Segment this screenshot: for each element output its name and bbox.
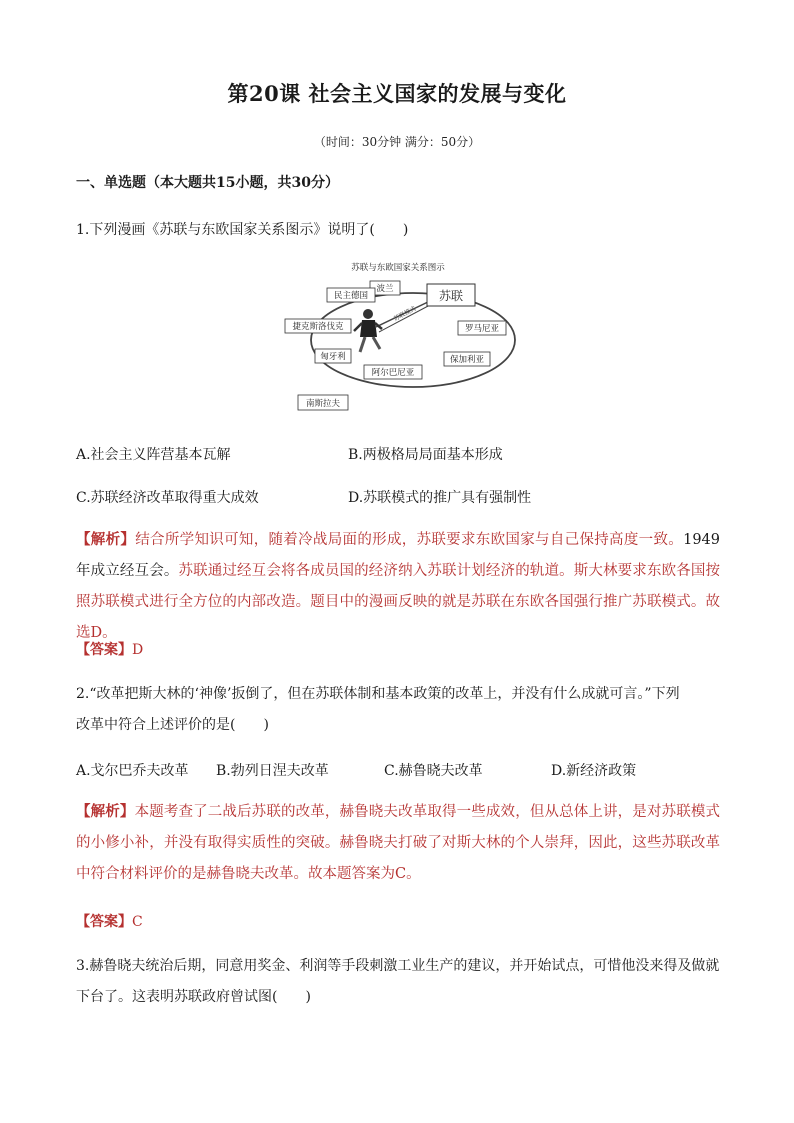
analysis-tag: 【解析】 (76, 803, 135, 820)
question-1-stem: 1.下列漫画《苏联与东欧国家关系图示》说明了( ) (76, 222, 409, 238)
person-figure-icon (354, 309, 382, 352)
exam-info: （时间：30分钟 满分：50分） (313, 135, 481, 149)
question-3-stem-line2: 下台了。这表明苏联政府曾试图( ) (76, 989, 311, 1005)
question-2-stem-line2: 改革中符合上述评价的是( ) (76, 717, 269, 733)
box-gdr: 民主德国 (333, 291, 369, 301)
q1-option-a[interactable]: A.社会主义阵营基本瓦解 (76, 447, 231, 463)
q1-option-c[interactable]: C.苏联经济改革取得重大成效 (76, 490, 259, 506)
q2-option-c[interactable]: C.赫鲁晓夫改革 (384, 763, 483, 779)
box-hungary: 匈牙利 (320, 352, 346, 362)
answer-tag: 【答案】 (76, 914, 132, 930)
q2-answer: 【答案】C (76, 914, 143, 930)
analysis-tag: 【解析】 (76, 531, 136, 548)
rope-line-lower (379, 305, 430, 332)
q1-option-b[interactable]: B.两极格局局面基本形成 (348, 447, 503, 463)
q1-analysis: 【解析】结合所学知识可知，随着冷战局面的形成，苏联要求东欧国家与自己保持高度一致。1949年成立经互会。苏联通过经互会将各成员国的经济纳入苏联计划经济的轨道。斯大林要求东欧各国按照苏联模式进行全方位的内部改造。题目中的漫画反映的就是苏联在东欧各国强行推广苏联模式。故选D。 (76, 531, 721, 641)
q2-option-d[interactable]: D.新经济政策 (551, 763, 637, 779)
box-albania: 阿尔巴尼亚 (371, 368, 415, 378)
q1-option-d[interactable]: D.苏联模式的推广具有强制性 (348, 490, 532, 506)
answer-tag: 【答案】 (76, 642, 132, 658)
box-romania: 罗马尼亚 (464, 324, 500, 334)
q2-option-b[interactable]: B.勃列日涅夫改革 (216, 763, 329, 779)
box-poland: 波兰 (376, 284, 394, 294)
box-ussr: 苏联 (438, 289, 464, 303)
q2-analysis: 【解析】本题考查了二战后苏联的改革，赫鲁晓夫改革取得一些成效，但从总体上讲，是对苏联模式的小修小补，并没有取得实质性的突破。赫鲁晓夫打破了对斯大林的个人崇拜，因此，这些苏联改革中符合材料评价的是赫鲁晓夫改革。故本题答案为C。 (76, 803, 721, 882)
box-czechoslovakia: 捷克斯洛伐克 (292, 322, 344, 332)
box-yugoslavia: 南斯拉夫 (305, 399, 341, 409)
rope-label: 苏联模式 (392, 305, 418, 323)
question-2-stem-line1: 2.“改革把斯大林的‘神像’扳倒了，但在苏联体制和基本政策的改革上，并没有什么成就可言。”下列 (76, 686, 680, 702)
q2-option-a[interactable]: A.戈尔巴乔夫改革 (76, 763, 189, 779)
question-3-stem-line1: 3.赫鲁晓夫统治后期，同意用奖金、利润等手段刺激工业生产的建议，并开始试点，可惜他没来得及做就 (76, 958, 720, 974)
q1-answer: 【答案】D (76, 642, 144, 658)
diagram-caption: 苏联与东欧国家关系图示 (351, 263, 445, 273)
section-heading: 一、单选题（本大题共15小题，共30分） (76, 175, 339, 191)
soviet-eastern-europe-diagram (280, 257, 520, 419)
page-title: 第20课 社会主义国家的发展与变化 (227, 81, 567, 106)
box-bulgaria: 保加利亚 (449, 355, 485, 365)
